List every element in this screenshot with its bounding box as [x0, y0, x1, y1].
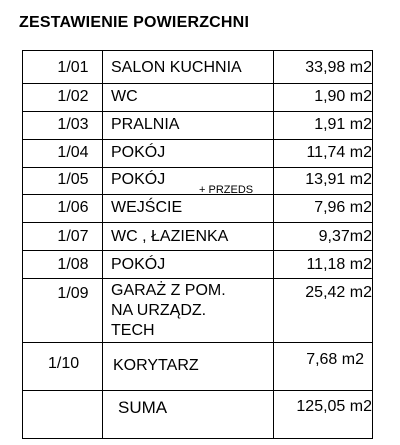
room-area: 1,90 m2 [314, 88, 372, 105]
room-name: PRALNIA [111, 116, 180, 133]
row-divider [22, 278, 373, 279]
room-name-line: NA URZĄDZ. [111, 302, 207, 319]
room-number: 1/10 [48, 355, 80, 372]
row-divider [22, 250, 373, 251]
room-area: 1,91 m2 [314, 116, 372, 133]
room-area: 33,98 m2 [305, 59, 372, 76]
room-name: WC , ŁAZIENKA [111, 228, 229, 245]
room-name-line: TECH [111, 322, 155, 339]
room-name-line: GARAŻ Z POM. [111, 282, 226, 299]
room-area: 7,68 m2 [306, 351, 364, 368]
row-divider [22, 111, 373, 112]
room-number: 1/08 [57, 256, 89, 273]
summary-label: SUMA [118, 398, 168, 417]
room-number: 1/09 [57, 285, 89, 302]
column-divider-number [102, 50, 103, 439]
row-divider [22, 167, 373, 168]
room-area: 9,37m2 [318, 228, 372, 245]
room-area: 7,96 m2 [314, 199, 372, 216]
room-area: 11,18 m2 [306, 256, 372, 273]
room-number: 1/07 [57, 228, 89, 245]
row-divider [22, 194, 373, 195]
table-title: ZESTAWIENIE POWIERZCHNI [19, 14, 250, 31]
room-number: 1/04 [57, 144, 89, 161]
room-number: 1/03 [57, 116, 89, 133]
room-number: 1/05 [57, 171, 89, 188]
room-area: 25,42 m2 [305, 284, 372, 301]
room-area: 11,74 m2 [306, 144, 372, 161]
room-number: 1/06 [57, 199, 89, 216]
room-note: + PRZEDS [199, 184, 254, 196]
room-name: WEJŚCIE [111, 199, 183, 216]
row-divider [22, 222, 373, 223]
room-name: WC [111, 88, 138, 105]
room-name: POKÓJ [111, 256, 166, 273]
row-divider [22, 390, 373, 391]
room-name: KORYTARZ [113, 357, 199, 374]
summary-area: 125,05 m2 [296, 398, 372, 415]
room-number: 1/02 [57, 88, 89, 105]
room-name: POKÓJ [111, 144, 166, 161]
room-area: 13,91 m2 [305, 171, 372, 188]
row-divider [22, 139, 373, 140]
room-number: 1/01 [57, 59, 89, 76]
row-divider [22, 342, 373, 343]
row-divider [22, 83, 373, 84]
room-name: POKÓJ [111, 171, 166, 188]
column-divider-area [273, 50, 274, 439]
room-name: SALON KUCHNIA [111, 59, 242, 76]
